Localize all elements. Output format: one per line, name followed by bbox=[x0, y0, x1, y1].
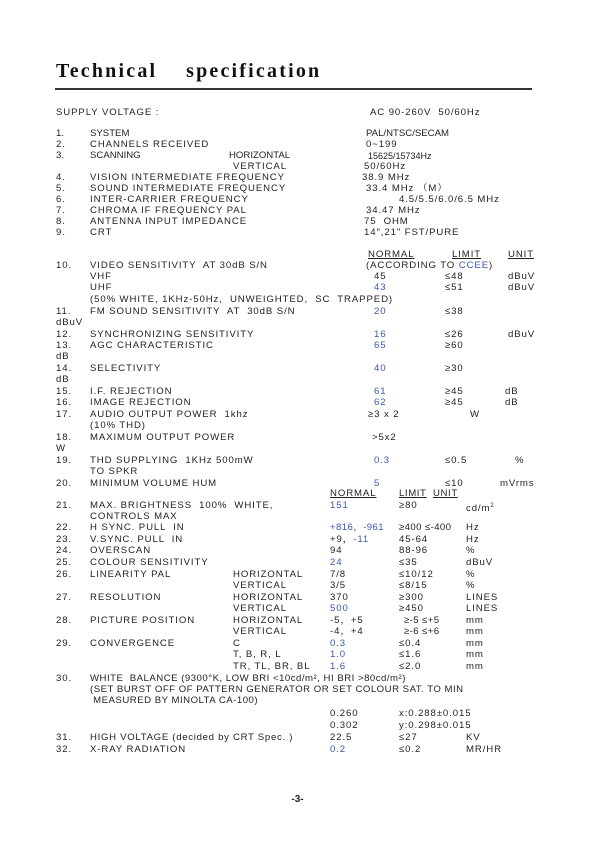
supply-voltage-label: SUPPLY VOLTAGE : bbox=[56, 107, 160, 118]
limit-value: ≥45 bbox=[445, 386, 464, 397]
item-value: 15625/15734Hz bbox=[368, 151, 432, 161]
unit-value: dB bbox=[505, 386, 519, 397]
limit-value: ≤2.0 bbox=[399, 661, 422, 672]
item-number: 8. bbox=[56, 216, 66, 227]
limit-value: ≤27 bbox=[399, 732, 418, 743]
item-sublabel: (10% THD) bbox=[90, 420, 146, 431]
unit-value: mm bbox=[466, 649, 484, 660]
normal-value: 43 bbox=[374, 282, 387, 293]
limit-value: x:0.288±0.015 bbox=[399, 708, 472, 719]
item-label: MINIMUM VOLUME HUM bbox=[90, 478, 218, 489]
unit-value: Hz bbox=[466, 522, 480, 533]
item-number: 31. bbox=[56, 732, 73, 743]
item-number: 32. bbox=[56, 744, 73, 755]
normal-value: 5 bbox=[374, 478, 381, 489]
normal-value: 1.0 bbox=[330, 649, 347, 660]
limit-value: ≥-5 ≤+5 bbox=[404, 615, 440, 626]
unit-value: % bbox=[466, 580, 476, 591]
item-number: 18. bbox=[56, 432, 73, 443]
item-number: 17. bbox=[56, 409, 73, 420]
unit-value: Hz bbox=[466, 534, 480, 545]
item-number: 2. bbox=[56, 139, 66, 150]
item-number: 23. bbox=[56, 534, 73, 545]
item-label: SYNCHRONIZING SENSITIVITY bbox=[90, 329, 255, 340]
limit-value: ≤38 bbox=[445, 306, 464, 317]
item-note: (50% WHITE, 1KHz-50Hz, UNWEIGHTED, SC TRAPPED) bbox=[90, 294, 393, 305]
unit-value: dB bbox=[56, 351, 70, 362]
item-label: THD SUPPLYING 1KHz 500mW bbox=[90, 455, 254, 466]
item-note: MEASURED BY MINOLTA CA-100) bbox=[90, 695, 259, 706]
unit-value: dBuV bbox=[466, 557, 494, 568]
page-title: Technical specification bbox=[56, 60, 322, 82]
item-number: 11. bbox=[56, 306, 72, 317]
item-number: 29. bbox=[56, 638, 73, 649]
item-number: 6. bbox=[56, 194, 66, 205]
limit-value: ≥400 ≤-400 bbox=[399, 522, 452, 533]
normal-value: (ACCORDING TO CCEE) bbox=[366, 260, 494, 271]
item-sublabel: HORIZONTAL bbox=[233, 615, 304, 626]
item-label: VHF bbox=[90, 271, 112, 282]
page-number: -3- bbox=[291, 794, 304, 805]
item-label: MAXIMUM OUTPUT POWER bbox=[90, 432, 236, 443]
item-label: RESOLUTION bbox=[90, 592, 162, 603]
unit-value: dBuV bbox=[508, 282, 536, 293]
item-number: 12. bbox=[56, 329, 73, 340]
normal-value: -5，+5 bbox=[330, 615, 364, 626]
item-value: 34.47 MHz bbox=[366, 205, 421, 216]
limit-value: ≤35 bbox=[399, 557, 418, 568]
item-sublabel: C bbox=[233, 638, 241, 649]
unit-value: mm bbox=[466, 626, 484, 637]
item-value: PAL/NTSC/SECAM bbox=[366, 128, 449, 139]
item-number: 24. bbox=[56, 545, 73, 556]
unit-value: dBuV bbox=[508, 271, 536, 282]
item-number: 9. bbox=[56, 227, 66, 238]
normal-value: 45 bbox=[374, 271, 387, 282]
item-label: SOUND INTERMEDIATE FREQUENCY bbox=[90, 183, 287, 194]
unit-value: MR/HR bbox=[466, 744, 502, 755]
item-sublabel: HORIZONTAL bbox=[233, 592, 304, 603]
item-label: COLOUR SENSITIVITY bbox=[90, 557, 209, 568]
normal-value: ≥3 x 2 bbox=[368, 409, 400, 420]
normal-value: 0.3 bbox=[374, 455, 391, 466]
limit-value: ≥300 bbox=[399, 592, 424, 603]
unit-value: mm bbox=[466, 615, 484, 626]
normal-value: 16 bbox=[374, 329, 387, 340]
supply-voltage-value: AC 90-260V 50/60Hz bbox=[370, 107, 481, 118]
limit-value: ≥45 bbox=[445, 397, 464, 408]
item-number: 22. bbox=[56, 522, 73, 533]
limit-value: ≤0.4 bbox=[399, 638, 422, 649]
normal-value: 370 bbox=[330, 592, 349, 603]
normal-value: 0.302 bbox=[330, 720, 359, 731]
item-number: 13. bbox=[56, 340, 73, 351]
limit-value: ≤0.5 bbox=[445, 455, 468, 466]
unit-value: dB bbox=[56, 374, 70, 385]
item-number: 1. bbox=[56, 128, 65, 139]
unit-value: % bbox=[515, 455, 525, 466]
item-label: OVERSCAN bbox=[90, 545, 152, 556]
normal-value: 65 bbox=[374, 340, 387, 351]
item-label: IMAGE REJECTION bbox=[90, 397, 192, 408]
normal-value: +816，-961 bbox=[330, 522, 385, 533]
item-value: 4.5/5.5/6.0/6.5 MHz bbox=[399, 194, 500, 205]
limit-value: ≤1.6 bbox=[399, 649, 422, 660]
limit-value: ≤10/12 bbox=[399, 569, 434, 580]
item-note: (SET BURST OFF OF PATTERN GENERATOR OR SET COLOUR SAT. TO MIN bbox=[90, 684, 464, 695]
item-number: 19. bbox=[56, 455, 73, 466]
item-label: CONVERGENCE bbox=[90, 638, 176, 649]
title-rule bbox=[55, 88, 532, 90]
item-number: 10. bbox=[56, 260, 73, 271]
unit-value: dBuV bbox=[56, 317, 84, 328]
item-label: CHROMA IF FREQUENCY PAL bbox=[90, 205, 247, 216]
normal-value: 500 bbox=[330, 603, 349, 614]
item-number: 16. bbox=[56, 397, 73, 408]
normal-value: 22.5 bbox=[330, 732, 353, 743]
limit-value: 45-64 bbox=[399, 534, 429, 545]
item-label: I.F. REJECTION bbox=[90, 386, 173, 397]
item-value: 14",21" FST/PURE bbox=[364, 227, 460, 238]
normal-value: 62 bbox=[374, 397, 387, 408]
item-label: MAX. BRIGHTNESS 100% WHITE, bbox=[90, 500, 274, 511]
item-label: VISION INTERMEDIATE FREQUENCY bbox=[90, 172, 285, 183]
item-sublabel: VERTICAL bbox=[233, 603, 287, 614]
unit-value: % bbox=[466, 569, 476, 580]
item-label: SELECTIVITY bbox=[90, 363, 162, 374]
item-sublabel: TO SPKR bbox=[90, 466, 139, 477]
unit-value: mVrms bbox=[500, 478, 535, 489]
limit-value: ≥-6 ≤+6 bbox=[404, 626, 440, 637]
column-header-normal: NORMAL bbox=[368, 249, 415, 260]
limit-value: ≤8/15 bbox=[399, 580, 428, 591]
item-number: 30. bbox=[56, 673, 73, 684]
item-sublabel: TR, TL, BR, BL bbox=[233, 661, 311, 672]
item-sublabel: VERTICAL bbox=[233, 626, 287, 637]
item-number: 26. bbox=[56, 569, 73, 580]
normal-value: 20 bbox=[374, 306, 387, 317]
item-number: 25. bbox=[56, 557, 73, 568]
item-label: LINEARITY PAL bbox=[90, 569, 172, 580]
item-label: HIGH VOLTAGE (decided by CRT Spec. ) bbox=[90, 732, 294, 743]
item-sublabel: VERTICAL bbox=[233, 580, 287, 591]
item-number: 20. bbox=[56, 478, 73, 489]
limit-value: ≤48 bbox=[445, 271, 464, 282]
normal-value: >5x2 bbox=[372, 432, 397, 443]
item-label: UHF bbox=[90, 282, 113, 293]
unit-value: KV bbox=[466, 732, 481, 743]
item-sublabel: T, B, R, L bbox=[233, 649, 282, 660]
item-number: 27. bbox=[56, 592, 73, 603]
limit-value: ≥80 bbox=[399, 500, 418, 511]
normal-value: 94 bbox=[330, 545, 343, 556]
unit-value: W bbox=[470, 409, 480, 420]
normal-value: 151 bbox=[330, 500, 349, 511]
item-number: 3. bbox=[56, 150, 65, 161]
normal-value: 0.3 bbox=[330, 638, 347, 649]
item-number: 4. bbox=[56, 172, 66, 183]
item-value: 50/60Hz bbox=[364, 161, 407, 172]
item-label: V.SYNC. PULL IN bbox=[90, 534, 184, 545]
item-sublabel: HORIZONTAL bbox=[233, 569, 304, 580]
normal-value: 40 bbox=[374, 363, 387, 374]
limit-value: 88-96 bbox=[399, 545, 429, 556]
column-header-normal: NORMAL bbox=[330, 488, 377, 499]
item-label: PICTURE POSITION bbox=[90, 615, 196, 626]
item-number: 21. bbox=[56, 500, 73, 511]
item-sublabel: VERTICAL bbox=[233, 161, 287, 172]
unit-value: % bbox=[466, 545, 476, 556]
normal-value: 1.6 bbox=[330, 661, 347, 672]
item-number: 28. bbox=[56, 615, 73, 626]
limit-value: ≤10 bbox=[445, 478, 464, 489]
normal-value: 0.2 bbox=[330, 744, 347, 755]
limit-value: y:0.298±0.015 bbox=[399, 720, 472, 731]
column-header-limit: LIMIT bbox=[452, 249, 482, 260]
item-label: CRT bbox=[90, 227, 113, 238]
item-label: ANTENNA INPUT IMPEDANCE bbox=[90, 216, 247, 227]
item-label: AUDIO OUTPUT POWER 1khz bbox=[90, 409, 249, 420]
column-header-unit: UNIT bbox=[508, 249, 534, 260]
unit-value: W bbox=[56, 443, 66, 454]
unit-value: mm bbox=[466, 661, 484, 672]
column-header-limit: LIMIT bbox=[399, 488, 427, 499]
limit-value: ≤26 bbox=[445, 329, 464, 340]
unit-value: dBuV bbox=[508, 329, 536, 340]
item-label: FM SOUND SENSITIVITY AT 30dB S/N bbox=[90, 306, 296, 317]
limit-value: ≥60 bbox=[445, 340, 464, 351]
item-label: CHANNELS RECEIVED bbox=[90, 139, 210, 150]
column-header-unit: UNIT bbox=[433, 488, 458, 499]
normal-value: 3/5 bbox=[330, 580, 347, 591]
item-label: INTER-CARRIER FREQUENCY bbox=[90, 194, 249, 205]
item-value: 33.4 MHz （M） bbox=[366, 183, 448, 194]
item-sublabel: HORIZONTAL bbox=[229, 150, 291, 161]
limit-value: ≥30 bbox=[445, 363, 464, 374]
item-label: SYSTEM bbox=[90, 128, 130, 139]
limit-value: ≤51 bbox=[445, 282, 464, 293]
normal-value: +9，-11 bbox=[330, 534, 370, 545]
limit-value: ≤0.2 bbox=[399, 744, 422, 755]
item-label: WHITE BALANCE (9300°K, LOW BRI <10cd/m², HI BRI >80cd/m²) bbox=[90, 673, 406, 684]
item-value: 0~199 bbox=[366, 139, 398, 150]
item-number: 7. bbox=[56, 205, 66, 216]
item-number: 14. bbox=[56, 363, 73, 374]
item-number: 15. bbox=[56, 386, 73, 397]
normal-value: 0.260 bbox=[330, 708, 359, 719]
normal-value: 61 bbox=[374, 386, 387, 397]
item-sublabel: CONTROLS MAX bbox=[90, 511, 178, 522]
item-number: 5. bbox=[56, 183, 66, 194]
limit-value: ≥450 bbox=[399, 603, 424, 614]
item-value: 38.9 MHz bbox=[362, 172, 411, 183]
normal-value: -4，+4 bbox=[330, 626, 364, 637]
item-label: VIDEO SENSITIVITY AT 30dB S/N bbox=[90, 260, 268, 271]
unit-value: LINES bbox=[466, 592, 499, 603]
unit-value: LINES bbox=[466, 603, 499, 614]
item-label: AGC CHARACTERISTIC bbox=[90, 340, 214, 351]
item-label: X-RAY RADIATION bbox=[90, 744, 187, 755]
unit-value: dB bbox=[505, 397, 519, 408]
normal-value: 24 bbox=[330, 557, 343, 568]
unit-value: mm bbox=[466, 638, 484, 649]
item-label: H SYNC. PULL IN bbox=[90, 522, 185, 533]
item-label: SCANNING bbox=[90, 150, 141, 161]
item-value: 75 OHM bbox=[364, 216, 409, 227]
unit-value: $cd/m^2$ bbox=[466, 503, 495, 515]
normal-value: 7/8 bbox=[330, 569, 347, 580]
